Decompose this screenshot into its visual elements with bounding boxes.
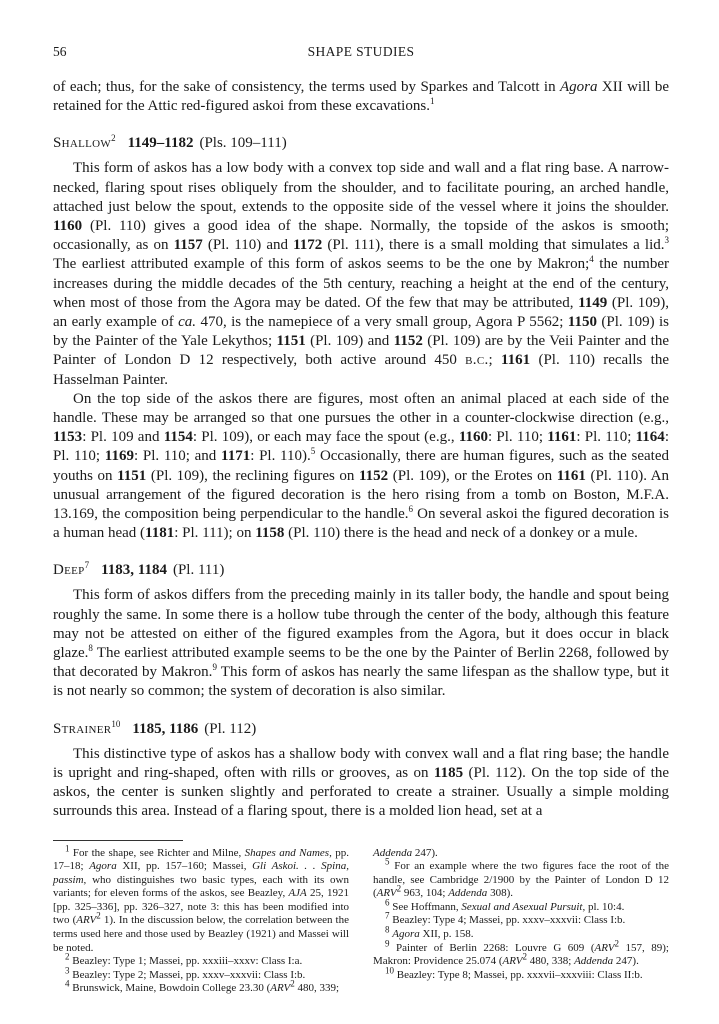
footnotes [53,842,669,997]
footnote-9: $^9$ Painter of Berlin 2268: Louvre G 609 (ARV$^2$ 157, 89); Makron: Providence 25.074 (ARV$^2$ 480, 338; Addenda 247). [373,938,669,968]
section-heading-shallow: Shallow$^2$ 1149–1182 (Pls. 109–111) [53,133,287,152]
page-number: 56 [53,44,67,59]
footnote-column-left [53,842,349,997]
intro-paragraph: of each; thus, for the sake of consistency, the terms used by Sparkes and Talcott in Agora XII will be retained for the Attic red-figured askoi from these excavations.$^1$ [53,79,669,115]
strainer-paragraph: This distinctive type of askos has a shallow body with convex wall and a flat ring base; the handle is upright and ring-shaped, often with rills or grooves, as on 1185 (Pl. 112). On the top side of the askos, the center is sunken slightly and perforated to create a strainer. Usually a simple molding surrounds this area. Instead of a flaring spout, there is a molded lion head, set at a [53,745,669,820]
section-heading-strainer: Strainer$^{10}$ 1185, 1186 (Pl. 112) [53,718,257,737]
footnote-column-right [373,847,669,997]
footnote-divider [53,840,183,841]
footnote-10: $^{10}$ Beazley: Type 8; Massei, pp. xxxvii–xxxviii: Class II:b. [385,965,643,981]
document-page [53,44,669,996]
shallow-paragraph-1: This form of askos has a low body with a convex top side and wall and a flat ring base. A narrow-necked, flaring spout rises obliquely from the shoulder, and to facilitate pouring, an arched handle, attached just below the spout, extends to the opposite side of the vessel where it joins the shoulder. 1160 (Pl. 110) gives a good idea of the shape. Normally, the topside of the askos is smooth; occasionally, as on 1157 (Pl. 110) and 1172 (Pl. 111), there is a small molding that simulates a lid.$^3$ The earliest attributed example of this form of askos seems to be the one by Makron;$^4$ the number increases during the middle decades of the 5th century, reaching a height at the end of the century, when most of those from the Agora may be dated. Of the few that may be attributed, 1149 (Pl. 109), an early example of ca. 470, is the namepiece of a very small group, Agora P 5562; 1150 (Pl. 109) is by the Painter of the Yale Lekythos; 1151 (Pl. 109) and 1152 (Pl. 109) are by the Veii Painter and the Painter of London D 12 respectively, both active around 450 b.c.; 1161 (Pl. 110) recalls the Hasselman Painter. [53,160,669,388]
footnote-4-continued: Addenda 247). [373,846,438,859]
footnote-4: $^4$ Brunswick, Maine, Bowdoin College 23.30 (ARV$^2$ 480, 339; [65,978,340,995]
section-heading-deep: Deep$^7$ 1183, 1184 (Pl. 111) [53,560,225,579]
shallow-paragraph-2: On the top side of the askos there are figures, most often an animal placed at each side of the handle. These may be arranged so that one pursues the other in a counter-clockwise direction (e.g., 1153: Pl. 109 and 1154: Pl. 109), or each may face the spout (e.g., 1160: Pl. 110; 1161: Pl. 110; 1164: Pl. 110; 1169: Pl. 110; and 1171: Pl. 110).$^5$ Occasionally, there are human figures, such as the seated youths on 1151 (Pl. 109), the reclining figures on 1152 (Pl. 109), or the Erotes on 1161 (Pl. 110). An unusual arrangement of the figured decoration is the hero rising from a tomb on Boston, M.F.A. 13.169, the composition being perpendicular to the handle.$^6$ On several askoi the figured decoration is a human head (1181: Pl. 111); on 1158 (Pl. 110) there is the head and neck of a donkey or a mule. [53,390,670,542]
page-header [53,44,669,64]
footnote-5: $^5$ For an example where the two figures face the root of the handle, see Cambridge 2/1900 by the Painter of London D 12 (ARV$^2$ 963, 104; Addenda 308). [373,856,669,900]
running-head: SHAPE STUDIES [307,44,415,59]
footnote-8: $^8$ Agora XII, p. 158. [385,924,474,941]
footnote-3: $^3$ Beazley: Type 2; Massei, pp. xxxv–xxxvii: Class I:b. [65,965,306,981]
footnote-1: $^1$ For the shape, see Richter and Milne, Shapes and Names, pp. 17–18; Agora XII, pp. 157–160; Massei, Gli Askoi. . . Spina, passim, who distinguishes two basic types, each with its own variants; for eleven forms of the askos, see Beazley, AJA 25, 1921 [pp. 325–336], pp. 326–327, note 3: this has been modified into two (ARV$^2$ 1). In the discussion below, the correlation between the terms used here and those used by Beazley (1921) and Massei will be noted. [53,842,349,954]
footnote-7: $^7$ Beazley: Type 4; Massei, pp. xxxv–xxxvii: Class I:b. [385,910,626,927]
footnote-6: $^6$ See Hoffmann, Sexual and Asexual Pursuit, pl. 10:4. [385,897,625,913]
footnote-2: $^2$ Beazley: Type 1; Massei, pp. xxxiii–xxxv: Class I:a. [65,951,303,968]
deep-paragraph: This form of askos differs from the preceding mainly in its taller body, the handle and spout being roughly the same. In some there is a hollow tube through the center of the body, although this feature may not be attested on either of the figured examples from the Agora, but it does occur in black glaze.$^8$ The earliest attributed example seems to be the one by the Painter of Berlin 2268, followed by that decorated by Makron.$^9$ This form of askos has nearly the same lifespan as the shallow type, but it is not nearly so common; the system of decoration is also similar. [53,587,669,700]
